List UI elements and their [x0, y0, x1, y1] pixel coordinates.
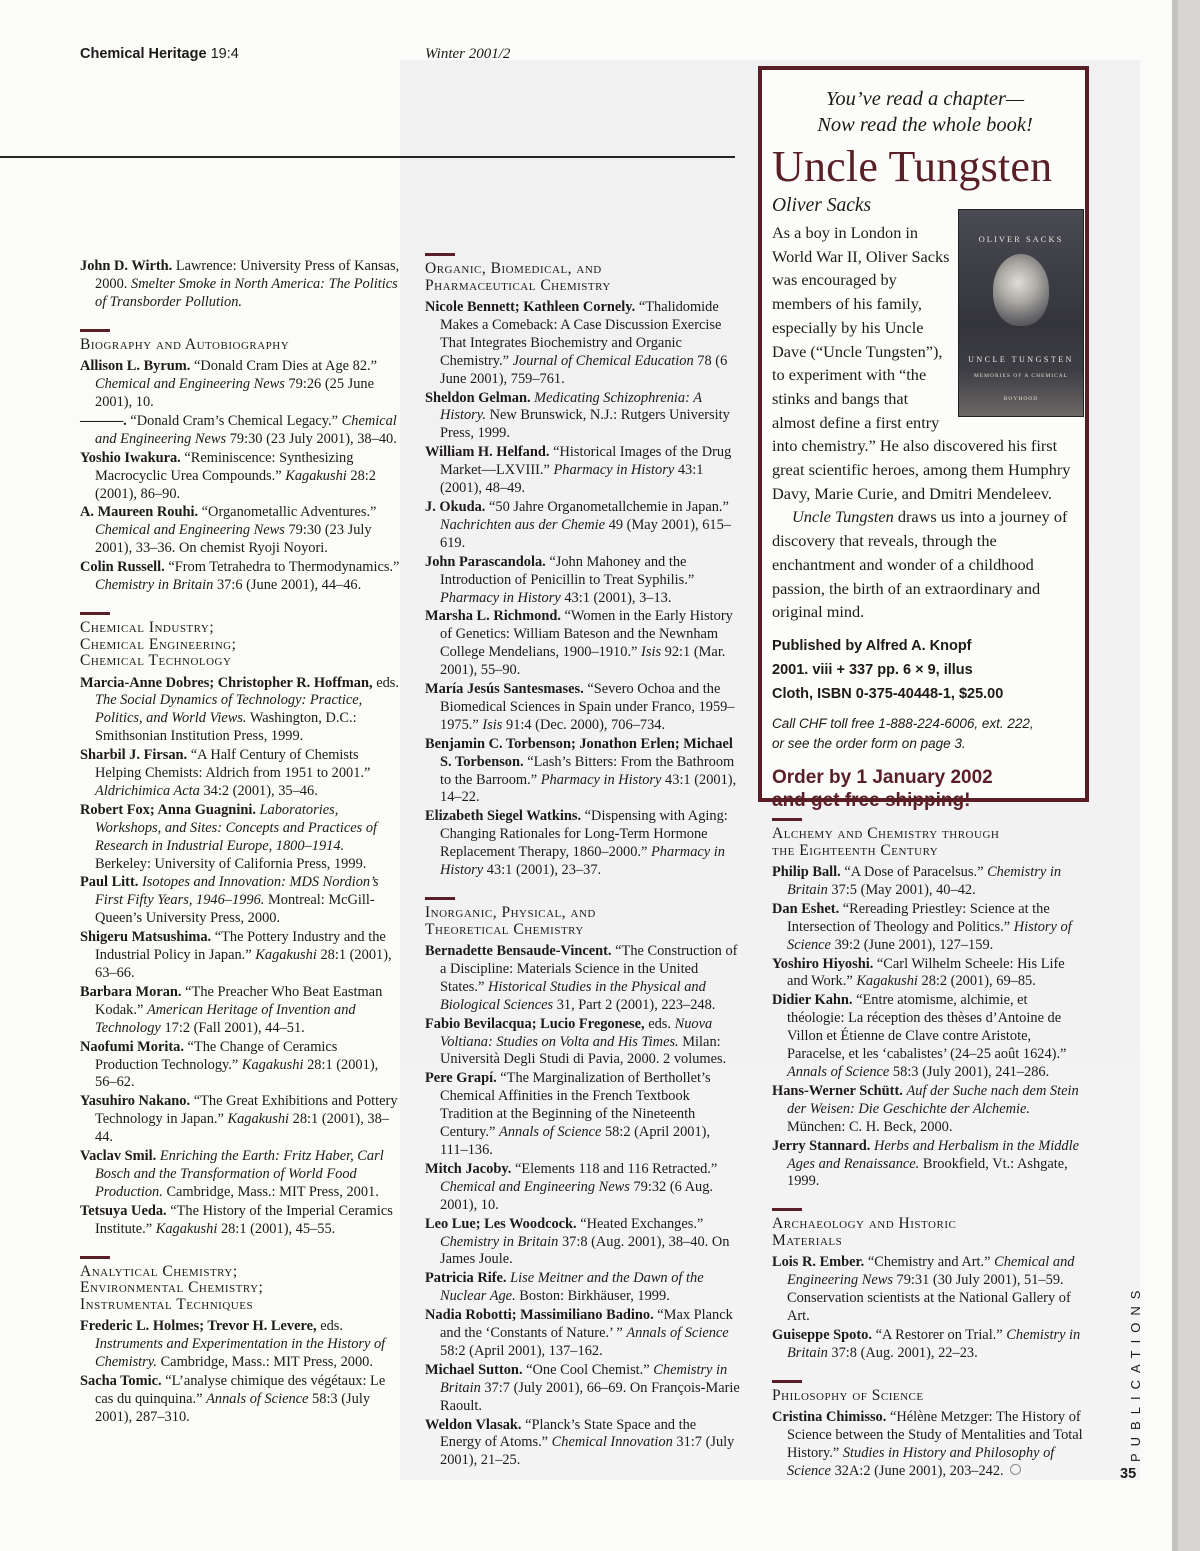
entry-title: Chemical and Engineering News: [440, 1178, 630, 1195]
entry-title: Kagakushi: [227, 1111, 290, 1128]
entry-author: Colin Russell.: [80, 559, 165, 576]
entry-author: Yoshio Iwakura.: [80, 449, 181, 466]
bibliography-entry: [425, 943, 740, 1015]
lightbulb-icon: [993, 254, 1049, 326]
entry-title: Nachrichten aus der Chemie: [440, 516, 606, 533]
section-rule: [80, 329, 110, 332]
bibliography-entry: [772, 1083, 1084, 1137]
entry-citation: New Brunswick, N.J.: Rutgers University Press, 1999.: [440, 407, 730, 442]
entry-title: Isis: [641, 644, 662, 661]
section-heading-block: [425, 897, 740, 938]
entry-title: Studies in History and Philosophy of Science: [787, 1445, 1055, 1479]
section-heading: Philosophy of Science: [772, 1386, 924, 1404]
entry-title: Herbs and Herbalism in the Middle Ages and Renaissance.: [787, 1137, 1079, 1172]
entry-article: “Entre atomisme, alchimie, et théologie: La réception des thèses d’Antoine de Villon et Étienne de Clave contre Aristote, Paracelse, et les ‘cabalistes’ (24–25 août 1624).”: [787, 992, 1067, 1063]
bibliography-entry: [425, 1016, 740, 1070]
entry-citation: 17:2 (Fall 2001), 44–51.: [164, 1019, 305, 1036]
bibliography-entry: [80, 1093, 402, 1147]
section-heading: Organic, Biomedical, and Pharmaceutical Chemistry: [425, 260, 611, 294]
journal-name: Chemical Heritage: [80, 46, 207, 62]
entry-title: Auf der Suche nach dem Stein der Weisen: Die Geschichte der Alchemie.: [787, 1082, 1079, 1117]
bibliography-entry: [80, 1203, 402, 1239]
section-heading-block: [80, 329, 402, 354]
entry-citation: 43:1 (2001), 14–22.: [440, 771, 737, 806]
entry-author: Michael Sutton.: [425, 1361, 523, 1378]
cover-subtitle: MEMORIES OF A CHEMICAL BOYHOOD: [973, 372, 1069, 403]
header-rule: [0, 156, 735, 158]
entry-citation: 34:2 (2001), 35–46.: [203, 782, 318, 799]
bibliography-entry: [80, 450, 402, 504]
entry-article: “50 Jahre Organometallchemie in Japan.”: [489, 498, 729, 515]
entry-article: “Carl Wilhelm Scheele: His Life and Work.”: [787, 955, 1065, 990]
entry-title: Medicating Schizophrenia: A History.: [440, 389, 702, 424]
bibliography-entry: [425, 1417, 740, 1471]
column-3: [772, 818, 1084, 1482]
entry-article: “Women in the Early History of Genetics: William Bateson and the Newnham College Mendelians, 1900–1910.”: [440, 608, 733, 661]
entry-citation: 37:8 (Aug. 2001), 22–23.: [831, 1344, 978, 1361]
entry-citation: 28:1 (2001), 38–44.: [95, 1111, 389, 1146]
ad-paragraph-1: As a boy in London in World War II, Oliver Sacks was encouraged by members of his family, especially by his Uncle Dave (“Uncle Tungsten”), to experiment with “the stinks and bangs that almost define a first entry into chemistry.” He also discovered his first great scientific heroes, among them Humphry Davy, Marie Curie, and Dmitri Mendeleev.: [772, 223, 1071, 503]
bibliography-entry: [772, 864, 1084, 900]
entry-article: “Donald Cram’s Chemical Legacy.”: [130, 412, 339, 429]
entry-title: Pharmacy in History: [440, 589, 561, 606]
entry-author: John Parascandola.: [425, 553, 546, 570]
entry-citation: 28:2 (2001), 86–90.: [95, 467, 376, 502]
entry-title: Nuova Voltiana: Studies on Volta and His Times.: [440, 1015, 713, 1050]
entry-author: Pere Grapí.: [425, 1070, 497, 1087]
bibliography-entry: [772, 1138, 1084, 1192]
entry-article: “Dispensing with Aging: Changing Rationales for Long-Term Hormone Replacement Therapy, 1860–2000.”: [440, 808, 728, 861]
entry-citation: 39:2 (June 2001), 127–159.: [834, 936, 994, 953]
entry-author: Yasuhiro Nakano.: [80, 1093, 191, 1110]
entry-article: “Reminiscence: Synthesizing Macrocyclic Urea Compounds.”: [95, 449, 354, 484]
entry-title: Journal of Chemical Education: [512, 352, 694, 369]
entry-author: ———.: [80, 412, 127, 429]
bibliography-entry: [425, 1070, 740, 1160]
entry-citation: Cambridge, Mass.: MIT Press, 2001.: [166, 1183, 379, 1200]
bibliography-entry: [425, 554, 740, 608]
section-rule: [80, 612, 110, 615]
bibliography-entry: [425, 681, 740, 735]
ad-description: [772, 221, 1078, 624]
entry-author: Cristina Chimisso.: [772, 1409, 887, 1426]
entry-citation: 37:6 (June 2001), 44–46.: [216, 577, 362, 594]
entry-title: Chemistry in Britain: [787, 1326, 1081, 1361]
section-heading: Analytical Chemistry; Environmental Chemistry; Instrumental Techniques: [80, 1262, 264, 1313]
entry-title: Annals of Science: [787, 1063, 890, 1080]
offer-line-1: Order by 1 January 2002: [772, 766, 993, 788]
entry-citation: 37:7 (July 2001), 66–69. On François-Marie Raoult.: [440, 1379, 740, 1414]
section-heading-block: [80, 612, 402, 670]
issue-number: 19:4: [210, 46, 239, 62]
entry-title: Chemistry in Britain: [440, 1361, 728, 1396]
entry-article: “The Pottery Industry and the Industrial Policy in Japan.”: [95, 929, 386, 964]
entry-author: Nicole Bennett; Kathleen Cornely.: [425, 299, 636, 315]
section-heading-block: [425, 253, 740, 294]
entry-author: Bernadette Bensaude-Vincent.: [425, 943, 612, 959]
entry-citation: 28:1 (2001), 45–55.: [220, 1220, 336, 1237]
section-heading: Chemical Industry; Chemical Engineering; Chemical Technology: [80, 619, 237, 669]
entry-title: Chemistry in Britain: [787, 864, 1062, 898]
end-mark-icon: [1010, 1464, 1021, 1475]
entry-citation: 28:1 (2001), 56–62.: [95, 1056, 379, 1091]
entry-author: Frederic L. Holmes; Trevor H. Levere,: [80, 1318, 317, 1335]
section-heading-block: [772, 818, 1084, 859]
bibliography-entry: [425, 736, 740, 808]
entry-title: Historical Studies in the Physical and Biological Sciences: [440, 978, 706, 1013]
entry-title: Enriching the Earth: Fritz Haber, Carl Bosch and the Transformation of World Food Production.: [95, 1148, 384, 1200]
ordering-info: [772, 714, 1078, 754]
entry-citation: 91:4 (Dec. 2000), 706–734.: [506, 716, 666, 733]
entry-article: “Thalidomide Makes a Comeback: A Case Discussion Exercise That Integrates Biochemistry and Organic Chemistry.”: [440, 299, 722, 369]
entry-author: Paul Litt.: [80, 874, 139, 891]
entry-author: Sacha Tomic.: [80, 1372, 162, 1389]
ad-tagline: [772, 86, 1078, 138]
bibliography-entry: [425, 390, 740, 444]
ordering-phone: Call CHF toll free 1-888-224-6006, ext. 222,: [772, 715, 1034, 731]
ad-paragraph-2-text: draws us into a journey of discovery that reveals, through the enchantment and wonder of a childhood passion, the birth of an extraordinary and original mind.: [772, 507, 1068, 622]
entry-citation: Washington, D.C.: Smithsonian Institution Press, 1999.: [95, 710, 357, 745]
bibliography-entry: [425, 444, 740, 498]
entry-citation: Milan: Università Degli Studi di Pavia, 2000. 2 volumes.: [440, 1033, 727, 1068]
entry-author: Nadia Robotti; Massimiliano Badino.: [425, 1307, 654, 1324]
entry-article: “Heated Exchanges.”: [580, 1215, 704, 1232]
section-rule: [772, 1208, 802, 1211]
entry-article: “A Half Century of Chemists Helping Chemists: Aldrich from 1951 to 2001.”: [95, 747, 371, 782]
entry-article: “The Construction of a Discipline: Materials Science in the United States.”: [440, 943, 738, 995]
entry-citation: 79:31 (30 July 2001), 51–59. Conservation scientists at the National Gallery of Art.: [787, 1272, 1071, 1325]
entry-article: “The Marginalization of Berthollet’s Chemical Affinities in the French Textbook Tradition at the Beginning of the Nineteenth Century.”: [440, 1070, 711, 1141]
entry-article: “Organometallic Adventures.”: [201, 504, 377, 521]
ad-content: [772, 86, 1078, 812]
entry-article: “The Preacher Who Beat Eastman Kodak.”: [95, 983, 383, 1018]
entry-article: “Lash’s Bitters: From the Bathroom to the Barroom.”: [440, 753, 735, 788]
entry-title: Chemical Innovation: [551, 1434, 673, 1451]
entry-title: Instruments and Experimentation in the History of Chemistry.: [95, 1336, 386, 1370]
cover-author: OLIVER SACKS: [978, 234, 1064, 244]
entry-article: “Max Planck and the ‘Constants of Nature.’ ”: [440, 1307, 733, 1342]
entry-citation: 78 (6 June 2001), 759–761.: [440, 352, 728, 387]
ad-paragraph-2-title: Uncle Tungsten: [792, 507, 894, 527]
entry-article: “Rereading Priestley: Science at the Intersection of Theology and Politics.”: [787, 900, 1050, 935]
ad-tagline-line-1: You’ve read a chapter—: [825, 88, 1025, 110]
bibliography-entry: [80, 1318, 402, 1372]
bibliography-entry: [425, 608, 740, 680]
entry-citation: 58:2 (April 2001), 137–162.: [440, 1342, 603, 1359]
entry-citation: 28:1 (2001), 63–66.: [95, 947, 392, 981]
entry-article: eds.: [648, 1015, 671, 1032]
entry-citation: 31:7 (July 2001), 21–25.: [440, 1434, 735, 1469]
section-rule: [772, 1380, 802, 1383]
entry-article: “Historical Images of the Drug Market—LXVIII.”: [440, 444, 732, 479]
entry-title: Isis: [482, 716, 503, 733]
book-author: Oliver Sacks: [772, 195, 872, 216]
bibliography-entry: [80, 1148, 402, 1202]
book-specs: 2001. viii + 337 pp. 6 × 9, illus: [772, 661, 973, 678]
bibliography-entry: [80, 802, 402, 874]
entry-citation: 43:1 (2001), 23–37.: [486, 862, 602, 879]
entry-title: Kagakushi: [285, 467, 347, 484]
bibliography-entry: [80, 559, 402, 595]
entry-author: Yoshiro Hiyoshi.: [772, 955, 874, 972]
entry-citation: Brookfield, Vt.: Ashgate, 1999.: [787, 1155, 1068, 1190]
entry-author: Didier Kahn.: [772, 992, 853, 1009]
bibliography-entry: [425, 1270, 740, 1306]
entry-author: María Jesús Santesmases.: [425, 681, 584, 698]
bibliography-entry: [425, 499, 740, 553]
entry-citation: 58:3 (July 2001), 287–310.: [95, 1390, 371, 1425]
page-gutter: [1178, 0, 1200, 1551]
entry-article: “A Restorer on Trial.”: [875, 1326, 1003, 1343]
bibliography-entry: [772, 1327, 1084, 1363]
entry-author: Patricia Rife.: [425, 1270, 507, 1287]
bibliography-entry: [772, 956, 1084, 992]
entry-author: Naofumi Morita.: [80, 1038, 184, 1055]
entry-citation: München: C. H. Beck, 2000.: [787, 1118, 953, 1135]
bibliography-entry: [80, 929, 402, 983]
entry-title: The Social Dynamics of Technology: Practice, Politics, and World Views.: [95, 692, 363, 727]
section-rule: [425, 897, 455, 900]
entry-title: Pharmacy in History: [440, 844, 725, 879]
section-heading-block: [772, 1208, 1084, 1249]
entry-author: Vaclav Smil.: [80, 1148, 157, 1165]
entry-title: Annals of Science: [206, 1390, 309, 1407]
bibliography-entry: [772, 1409, 1084, 1481]
entry-citation: Cambridge, Mass.: MIT Press, 2000.: [160, 1353, 373, 1370]
entry-author: Robert Fox; Anna Guagnini.: [80, 801, 256, 818]
publisher: Published by Alfred A. Knopf: [772, 637, 972, 654]
entry-citation: Boston: Birkhäuser, 1999.: [519, 1288, 670, 1305]
bibliography-entry: [80, 874, 402, 928]
bibliography-entry: [772, 1254, 1084, 1326]
entry-article: eds.: [320, 1318, 343, 1335]
entry-title: Pharmacy in History: [553, 462, 675, 479]
entry-title: Chemistry in Britain: [95, 577, 214, 594]
entry-citation: 92:1 (Mar. 2001), 55–90.: [440, 644, 726, 679]
entry-article: “Hélène Metzger: The History of Science between the Study of Mentalities and Total History.”: [787, 1409, 1083, 1462]
entry-author: Tetsuya Ueda.: [80, 1202, 167, 1219]
entry-citation: 79:26 (25 June 2001), 10.: [95, 376, 375, 411]
section-heading: Biography and Autobiography: [80, 335, 290, 353]
entry-article: “Planck’s State Space and the Energy of Atoms.”: [440, 1416, 697, 1451]
entry-article: “The History of the Imperial Ceramics Institute.”: [95, 1202, 393, 1237]
entry-article: eds.: [376, 674, 399, 691]
entry-author: Lois R. Ember.: [772, 1254, 865, 1271]
entry-article: Lawrence: University Press of Kansas, 2000.: [95, 258, 400, 292]
entry-author: Barbara Moran.: [80, 983, 182, 1000]
section-rule: [80, 1256, 110, 1259]
issue-date: Winter 2001/2: [425, 46, 511, 62]
entry-title: History of Science: [787, 918, 1072, 953]
ad-paragraph-2: [772, 505, 1078, 624]
section-heading: Alchemy and Chemistry through the Eighteenth Century: [772, 825, 1000, 859]
column-1: [80, 258, 402, 1428]
entry-article: “One Cool Chemist.”: [526, 1361, 650, 1378]
bibliography-entry: [80, 675, 402, 747]
entry-title: Chemical and Engineering News: [95, 412, 397, 447]
entry-article: “Chemistry and Art.”: [867, 1254, 991, 1271]
entry-author: Leo Lue; Les Woodcock.: [425, 1215, 577, 1232]
entry-citation: 58:3 (July 2001), 241–286.: [892, 1063, 1050, 1080]
section-heading: Archaeology and Historic Materials: [772, 1215, 957, 1249]
entry-citation: 49 (May 2001), 615–619.: [440, 516, 731, 551]
entry-title: Chemical and Engineering News: [95, 376, 285, 393]
entry-author: Sheldon Gelman.: [425, 389, 531, 406]
bibliography-entry: [425, 299, 740, 389]
book-advertisement: [758, 66, 1089, 811]
entry-author: Shigeru Matsushima.: [80, 929, 212, 946]
free-shipping-offer: [772, 766, 1078, 812]
entry-title: Chemistry in Britain: [440, 1233, 559, 1250]
entry-author: Elizabeth Siegel Watkins.: [425, 808, 582, 825]
bibliography-entry: [80, 984, 402, 1038]
ad-tagline-line-2: Now read the whole book!: [817, 114, 1033, 136]
entry-author: Allison L. Byrum.: [80, 358, 191, 375]
section-heading-block: [772, 1380, 1084, 1405]
entry-author: Dan Eshet.: [772, 900, 840, 917]
section-side-label: PUBLICATIONS: [1128, 1283, 1143, 1462]
entry-title: Chemical and Engineering News: [95, 522, 285, 539]
entry-title: Chemical and Engineering News: [787, 1254, 1075, 1289]
entry-author: Benjamin C. Torbenson; Jonathon Erlen; Michael S. Torbenson.: [425, 735, 733, 770]
entry-author: Mitch Jacoby.: [425, 1160, 512, 1177]
section-heading-block: [80, 1256, 402, 1314]
entry-citation: 79:30 (23 July 2001), 33–36. On chemist Ryoji Noyori.: [95, 522, 372, 557]
book-isbn-price: Cloth, ISBN 0-375-40448-1, $25.00: [772, 685, 1004, 702]
entry-article: “L’analyse chimique des végétaux: Le cas du quinquina.”: [95, 1372, 386, 1407]
entry-title: Annals of Science: [499, 1124, 602, 1141]
entry-article: “Severo Ochoa and the Biomedical Sciences in Spain under Franco, 1959–1975.”: [440, 681, 735, 733]
offer-line-2: and get free shipping!: [772, 789, 971, 811]
entry-author: Hans-Werner Schütt.: [772, 1082, 903, 1099]
entry-citation: 43:1 (2001), 48–49.: [440, 462, 704, 497]
entry-citation: 37:5 (May 2001), 40–42.: [831, 881, 976, 898]
masthead: [80, 46, 239, 62]
bibliography-entry: [80, 1039, 402, 1093]
bibliography-entry: [80, 747, 402, 801]
entry-author: Weldon Vlasak.: [425, 1416, 522, 1433]
entry-title: Pharmacy in History: [540, 771, 662, 788]
bibliography-entry: [425, 1307, 740, 1361]
bibliography-entry: [80, 258, 402, 312]
entry-title: Aldrichimica Acta: [95, 782, 200, 799]
entry-author: J. Okuda.: [425, 498, 486, 515]
entry-citation: 31, Part 2 (2001), 223–248.: [556, 996, 716, 1013]
bibliography-entry: [425, 1161, 740, 1215]
bibliography-entry: [425, 1216, 740, 1270]
entry-title: Kagakushi: [255, 947, 317, 964]
entry-title: American Heritage of Invention and Technology: [95, 1001, 356, 1036]
entry-title: Laboratories, Workshops, and Sites: Concepts and Practices of Research in Industrial Europe, 1800–1914.: [95, 801, 378, 854]
entry-author: William H. Helfand.: [425, 444, 550, 461]
entry-title: Kagakushi: [241, 1056, 304, 1073]
entry-citation: 28:2 (2001), 69–85.: [921, 973, 1036, 990]
bibliography-entry: [80, 358, 402, 412]
entry-citation: 79:30 (23 July 2001), 38–40.: [229, 430, 397, 447]
entry-citation: 43:1 (2001), 3–13.: [564, 589, 672, 606]
entry-article: “John Mahoney and the Introduction of Penicillin to Treat Syphilis.”: [440, 553, 695, 588]
entry-citation: 32A:2 (June 2001), 203–242.: [834, 1462, 1004, 1479]
section-heading: Inorganic, Physical, and Theoretical Chemistry: [425, 904, 596, 938]
bibliography-entry: [772, 901, 1084, 955]
entry-article: “A Dose of Paracelsus.”: [844, 864, 984, 880]
publication-details: [772, 634, 1078, 706]
book-cover-image: [958, 209, 1084, 417]
entry-article: “The Great Exhibitions and Pottery Technology in Japan.”: [95, 1093, 398, 1128]
entry-title: Annals of Science: [626, 1325, 729, 1342]
entry-author: Philip Ball.: [772, 864, 841, 880]
entry-author: A. Maureen Rouhi.: [80, 504, 199, 521]
entry-article: “The Change of Ceramics Production Technology.”: [95, 1038, 338, 1073]
entry-citation: 37:8 (Aug. 2001), 38–40. On James Joule.: [440, 1233, 730, 1268]
bibliography-entry: [772, 992, 1084, 1082]
page-number: 35: [1120, 1466, 1137, 1482]
bibliography-entry: [80, 413, 402, 449]
bibliography-entry: [425, 1362, 740, 1416]
entry-article: “From Tetrahedra to Thermodynamics.”: [168, 559, 400, 576]
entry-citation: Berkeley: University of California Press, 1999.: [95, 855, 367, 872]
book-title: Uncle Tungsten: [772, 142, 1053, 191]
entry-article: “Donald Cram Dies at Age 82.”: [193, 358, 377, 375]
entry-title: Lise Meitner and the Dawn of the Nuclear Age.: [440, 1270, 704, 1305]
entry-title: Kagakushi: [155, 1220, 218, 1237]
entry-author: Marcia-Anne Dobres; Christopher R. Hoffman,: [80, 674, 373, 691]
entry-author: Fabio Bevilacqua; Lucio Fregonese,: [425, 1015, 645, 1032]
section-rule: [425, 253, 455, 256]
column-2: [425, 253, 740, 1471]
entry-author: John D. Wirth.: [80, 258, 173, 274]
bibliography-entry: [425, 808, 740, 880]
entry-article: “Elements 118 and 116 Retracted.”: [514, 1160, 718, 1177]
bibliography-entry: [80, 504, 402, 558]
section-rule: [772, 818, 802, 821]
entry-author: Guiseppe Spoto.: [772, 1326, 872, 1343]
entry-author: Jerry Stannard.: [772, 1137, 871, 1154]
entry-citation: 58:2 (April 2001), 111–136.: [440, 1124, 711, 1158]
entry-title: Kagakushi: [856, 973, 918, 990]
entry-author: Marsha L. Richmond.: [425, 608, 561, 625]
entry-title: Isotopes and Innovation: MDS Nordion’s First Fifty Years, 1946–1996.: [95, 874, 379, 909]
bibliography-entry: [80, 1373, 402, 1427]
ordering-form-ref: or see the order form on page 3.: [772, 735, 966, 751]
entry-citation: Montreal: McGill-Queen’s University Press, 2000.: [95, 892, 375, 927]
entry-title: Smelter Smoke in North America: The Politics of Transborder Pollution.: [95, 275, 398, 310]
entry-author: Sharbil J. Firsan.: [80, 747, 188, 764]
cover-title: UNCLE TUNGSTEN: [968, 355, 1074, 364]
entry-citation: 79:32 (6 Aug. 2001), 10.: [440, 1178, 714, 1213]
